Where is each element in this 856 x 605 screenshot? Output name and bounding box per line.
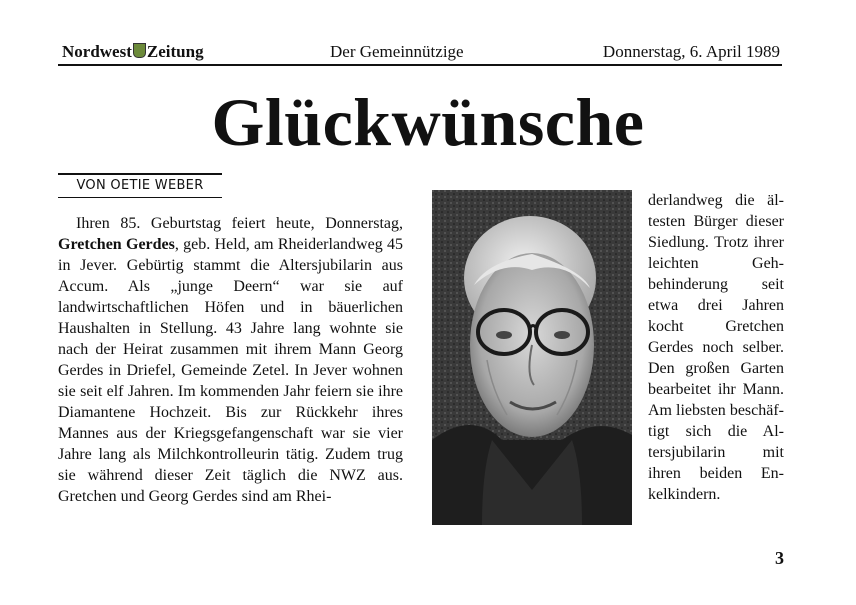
- newspaper-logo: [62, 42, 204, 62]
- page-number: 3: [775, 548, 784, 568]
- masthead-rule: [58, 64, 782, 66]
- crest-icon: [133, 43, 146, 58]
- portrait-photo: [432, 190, 632, 525]
- byline-rule-bottom: [58, 197, 222, 198]
- publication-date: Donnerstag, 6. April 1989: [602, 42, 780, 61]
- byline-rule-top: [58, 173, 222, 175]
- byline: VON OETIE WEBER: [76, 178, 204, 193]
- section-name: Der Gemeinnützige: [330, 42, 464, 61]
- masthead: [58, 42, 782, 64]
- article-column-1: Ihren 85. Geburtstag feiert heute, Donnerstag, Gretchen Gerdes, geb. Held, am Rheiderlandweg 45 in Jever. Gebürtig stammt die Altersjubilarin aus Accum. Als „junge Deern“ war sie auf landwirtschaftlichen Höfen und in bäuerlichen Haushalten in Stellung. 43 Jahre lang wohnte sie nach der Heirat zusammen mit ihrem Mann Georg Gerdes in Driefel, Gemeinde Zetel. In Jever wohnen sie seit elf Jahren. Im kommenden Jahr feiern sie ihre Diamantene Hochzeit. Bis zur Rückkehr ihres Mannes aus der Kriegsgefangenschaft war sie vier Jahre lang als Milchkontrolleurin tätig. Zudem trug sie während dieser Zeit täglich die NWZ aus. Gretchen und Georg Gerdes sind am Rhei-: [58, 215, 403, 505]
- headline: Glückwünsche: [211, 84, 645, 160]
- brand-name-right: Zeitung: [146, 42, 204, 61]
- article-column-2: derlandweg die ältesten Bürger dieser Siedlung. Trotz ihrer leichten Gehbehinderung seit etwa drei Jahren kocht Gretchen Gerdes noch selber. Den großen Garten bearbeitet ihr Mann. Am liebsten beschäftigt sich die Altersjubilarin mit ihren beiden Enkelkindern.: [648, 192, 784, 503]
- brand-name-left: Nordwest: [62, 42, 132, 61]
